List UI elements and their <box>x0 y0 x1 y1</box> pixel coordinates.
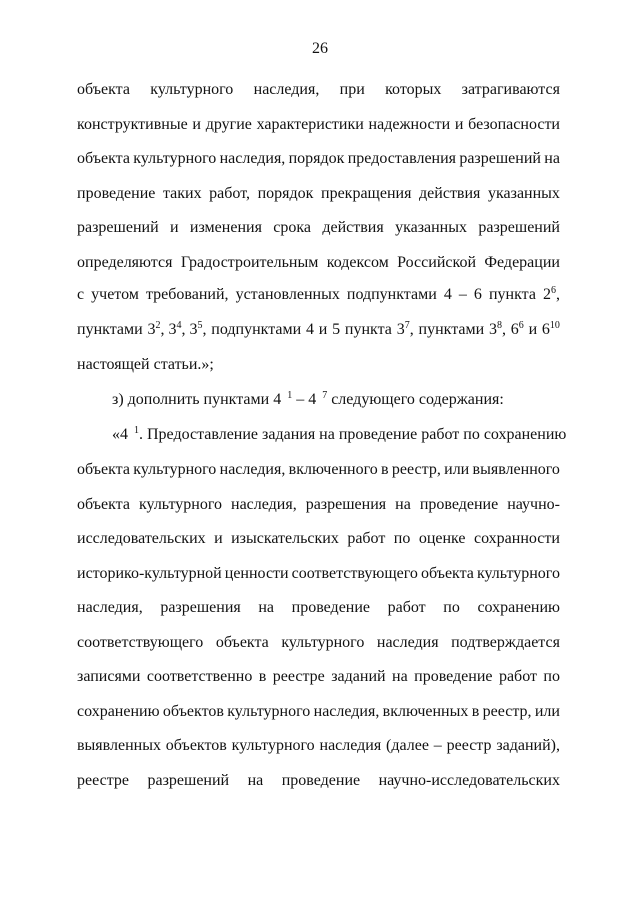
text-line: с учетом требований, установленных подпунктами 4 – 6 пункта $2^6$, <box>77 285 560 303</box>
text-line: проведение таких работ, порядок прекращения действия указанных <box>77 184 560 202</box>
text-line: объекта культурного наследия, при которых затрагиваются <box>77 81 560 98</box>
text-line: сохранению объектов культурного наследия, включенных в реестр, или <box>77 702 560 720</box>
page-number: 26 <box>312 40 328 57</box>
text-line: з) дополнить пунктами 4 $^1$ – 4 $^7$ следующего содержания: <box>112 390 504 408</box>
text-line: объекта культурного наследия, разрешения на проведение научно- <box>77 495 560 513</box>
text-line: объекта культурного наследия, порядок предоставления разрешений на <box>77 150 560 167</box>
text-line: соответствующего объекта культурного наследия подтверждается <box>77 633 560 651</box>
text-line: исследовательских и изыскательских работ по оценке сохранности <box>77 530 560 547</box>
text-line: наследия, разрешения на проведение работ по сохранению <box>77 599 560 616</box>
text-line: «4 $^1$. Предоставление задания на проведение работ по сохранению <box>112 425 567 443</box>
text-line: записями соответственно в реестре заданий на проведение работ по <box>77 668 560 685</box>
text-line: разрешений и изменения срока действия указанных разрешений <box>77 219 560 236</box>
text-line: историко-культурной ценности соответствующего объекта культурного <box>77 564 560 582</box>
text-line: реестре разрешений на проведение научно-исследовательских <box>77 771 560 789</box>
text-line: конструктивные и другие характеристики надежности и безопасности <box>77 115 560 133</box>
text-line: объекта культурного наследия, включенного в реестр, или выявленного <box>77 461 560 478</box>
text-line: выявленных объектов культурного наследия (далее – реестр заданий), <box>77 737 560 754</box>
text-line: пунктами $3^2$, $3^4$, $3^5$, подпунктами 4 и 5 пункта $3^7$, пунктами $3^8$, $6^6$ и $6^{10}$ <box>77 320 560 338</box>
text-line: настоящей статьи.»; <box>77 356 214 373</box>
text-line: определяются Градостроительным кодексом Российской Федерации <box>77 253 560 271</box>
